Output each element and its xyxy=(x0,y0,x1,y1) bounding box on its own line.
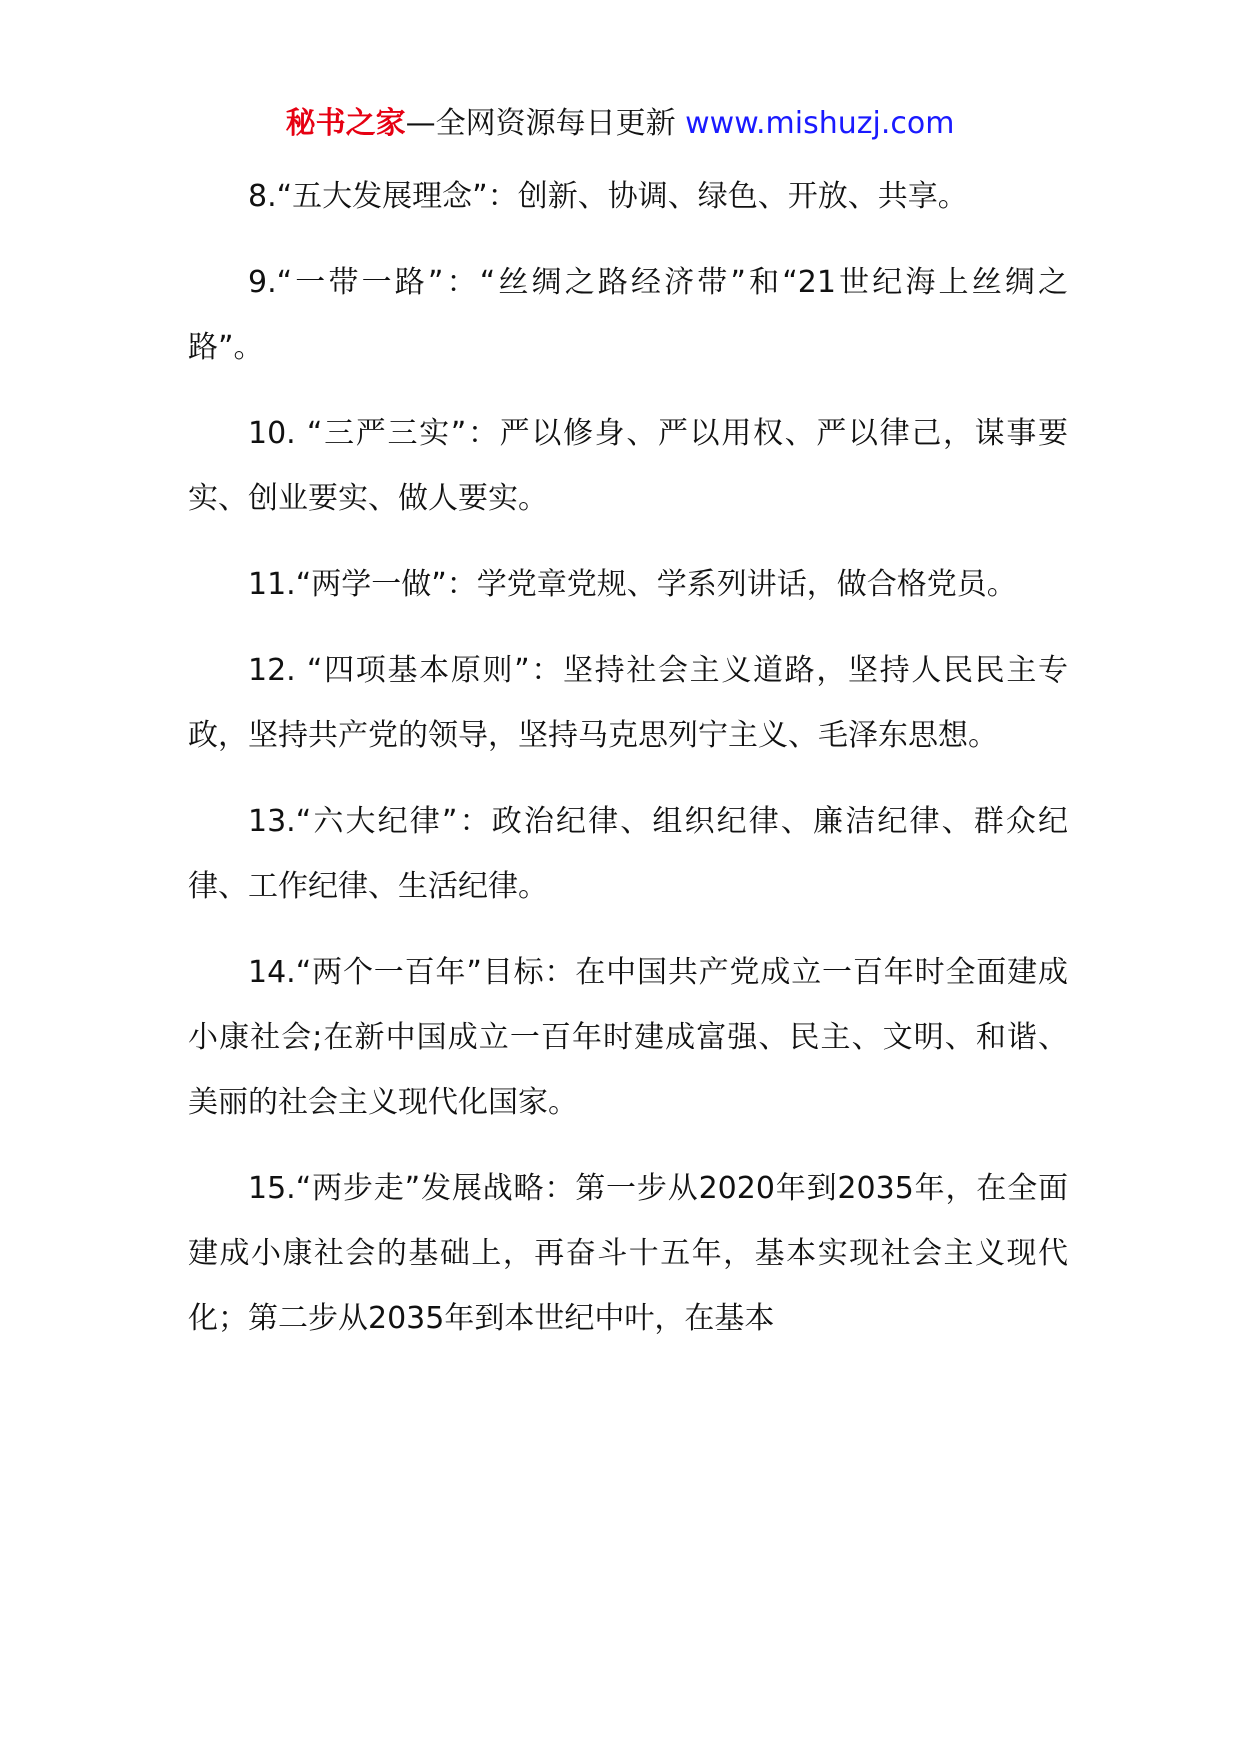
paragraph-item-8: 8.“五大发展理念”：创新、协调、绿色、开放、共享。 xyxy=(248,179,968,214)
paragraph-item-15: 15.“两步走”发展战略：第一步从2020年到2035年，在全面建成小康社会的基础上，再奋斗十五年，基本实现社会主义现代化；第二步从2035年到本世纪中叶，在基本 xyxy=(188,1171,1068,1336)
paragraph-item-9: 9.“一带一路”：“丝绸之路经济带”和“21世纪海上丝绸之路”。 xyxy=(188,265,1068,365)
brand-name: 秘书之家 xyxy=(285,106,406,141)
paragraph-item-10: 10. “三严三实”：严以修身、严以用权、严以律己，谋事要实、创业要实、做人要实。 xyxy=(188,416,1068,516)
site-link[interactable]: www.mishuzj.com xyxy=(685,106,955,141)
paragraph-item-13: 13.“六大纪律”：政治纪律、组织纪律、廉洁纪律、群众纪律、工作纪律、生活纪律。 xyxy=(188,804,1068,904)
page-header xyxy=(0,104,1240,144)
paragraph-item-12: 12. “四项基本原则”：坚持社会主义道路，坚持人民民主专政，坚持共产党的领导，坚持马克思列宁主义、毛泽东思想。 xyxy=(188,653,1068,753)
header-tagline: —全网资源每日更新 xyxy=(405,106,686,141)
document-body xyxy=(188,164,1068,1372)
paragraph-item-11: 11.“两学一做”：学党章党规、学系列讲话，做合格党员。 xyxy=(248,567,1017,602)
paragraph-item-14: 14.“两个一百年”目标：在中国共产党成立一百年时全面建成小康社会;在新中国成立一百年时建成富强、民主、文明、和谐、美丽的社会主义现代化国家。 xyxy=(188,955,1068,1120)
